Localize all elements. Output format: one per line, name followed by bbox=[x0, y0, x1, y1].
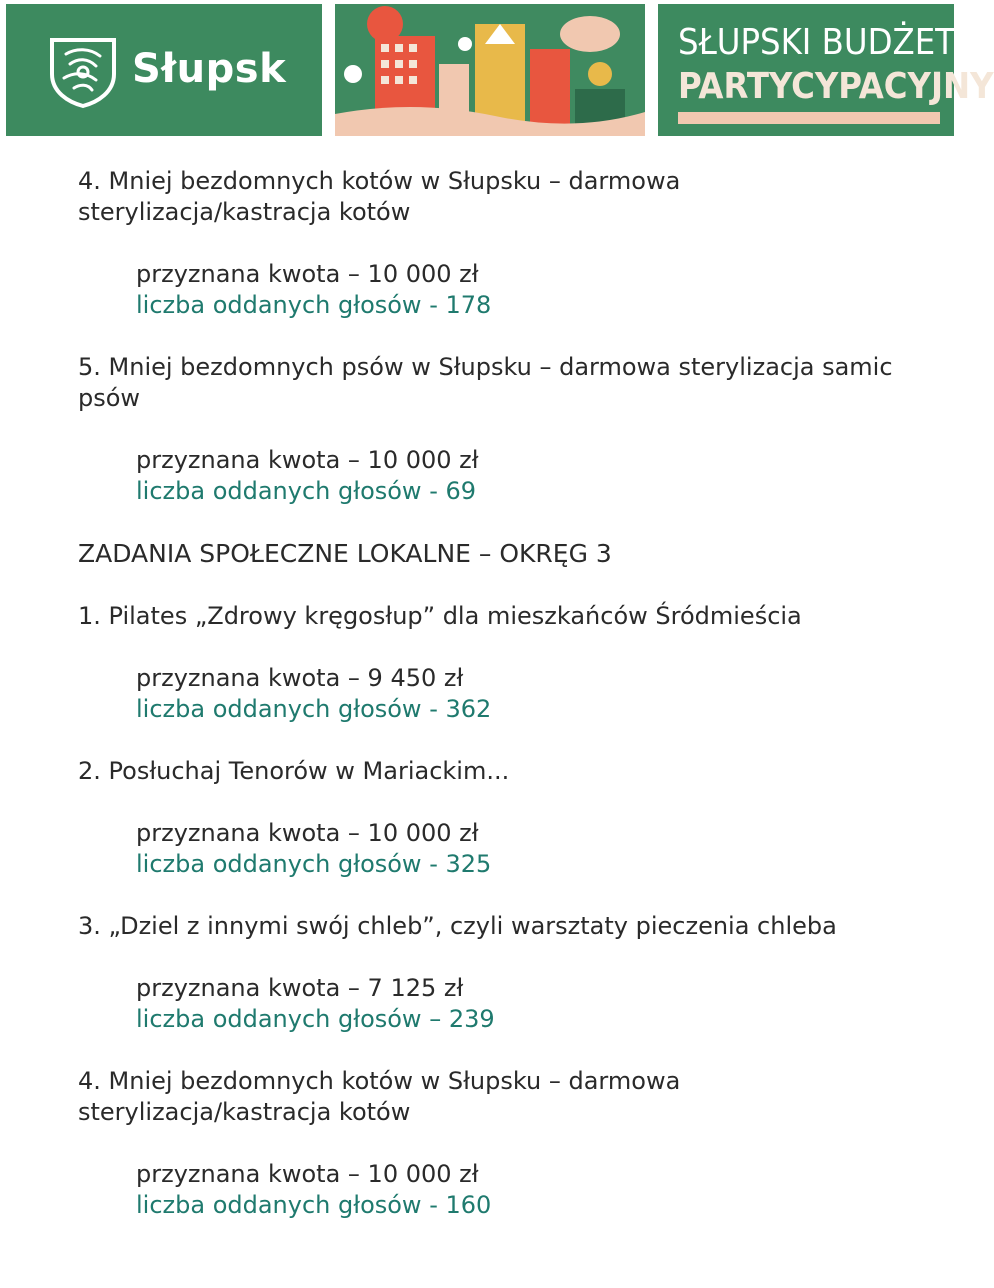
item-title: 4. Mniej bezdomnych kotów w Słupsku – darmowa sterylizacja/kastracja kotów bbox=[78, 167, 681, 226]
brand-accent-bar bbox=[678, 112, 940, 124]
section-heading: ZADANIA SPOŁECZNE LOKALNE – OKRĘG 3 bbox=[78, 539, 612, 568]
list-item bbox=[78, 1066, 938, 1221]
brand-line2: PARTYCYPACYJNY bbox=[678, 66, 994, 107]
awarded-amount: przyznana kwota – 10 000 zł bbox=[136, 819, 479, 847]
item-details bbox=[136, 662, 938, 725]
city-name: Słupsk bbox=[132, 46, 287, 92]
vote-count: liczba oddanych głosów - 178 bbox=[136, 291, 492, 319]
illustration-panel bbox=[335, 4, 645, 136]
city-illustration-icon bbox=[335, 4, 645, 136]
item-details bbox=[136, 972, 938, 1035]
list-item bbox=[78, 166, 938, 321]
vote-count: liczba oddanych głosów – 239 bbox=[136, 1005, 495, 1033]
brand-panel bbox=[658, 4, 994, 136]
item-title: 2. Posłuchaj Tenorów w Mariackim... bbox=[78, 757, 510, 785]
results-list bbox=[78, 166, 938, 1252]
item-details bbox=[136, 444, 938, 507]
list-item bbox=[78, 756, 938, 880]
item-details bbox=[136, 817, 938, 880]
city-crest-icon bbox=[46, 34, 120, 108]
vote-count: liczba oddanych głosów - 362 bbox=[136, 695, 492, 723]
vote-count: liczba oddanych głosów - 69 bbox=[136, 477, 477, 505]
list-item bbox=[78, 352, 938, 507]
vote-count: liczba oddanych głosów - 160 bbox=[136, 1191, 492, 1219]
awarded-amount: przyznana kwota – 9 450 zł bbox=[136, 664, 464, 692]
list-item bbox=[78, 911, 938, 1035]
item-title: 3. „Dziel z innymi swój chleb”, czyli warsztaty pieczenia chleba bbox=[78, 912, 837, 940]
awarded-amount: przyznana kwota – 10 000 zł bbox=[136, 446, 479, 474]
awarded-amount: przyznana kwota – 10 000 zł bbox=[136, 260, 479, 288]
vote-count: liczba oddanych głosów - 325 bbox=[136, 850, 492, 878]
item-title: 5. Mniej bezdomnych psów w Słupsku – darmowa sterylizacja samic psów bbox=[78, 353, 893, 412]
item-title: 4. Mniej bezdomnych kotów w Słupsku – darmowa sterylizacja/kastracja kotów bbox=[78, 1067, 681, 1126]
awarded-amount: przyznana kwota – 10 000 zł bbox=[136, 1160, 479, 1188]
list-item bbox=[78, 601, 938, 725]
header-banner bbox=[0, 0, 994, 140]
item-details bbox=[136, 258, 938, 321]
brand-line1: SŁUPSKI BUDŻET bbox=[678, 22, 955, 63]
city-logo-panel bbox=[6, 4, 322, 136]
item-details bbox=[136, 1158, 938, 1221]
awarded-amount: przyznana kwota – 7 125 zł bbox=[136, 974, 464, 1002]
item-title: 1. Pilates „Zdrowy kręgosłup” dla mieszkańców Śródmieścia bbox=[78, 602, 802, 630]
